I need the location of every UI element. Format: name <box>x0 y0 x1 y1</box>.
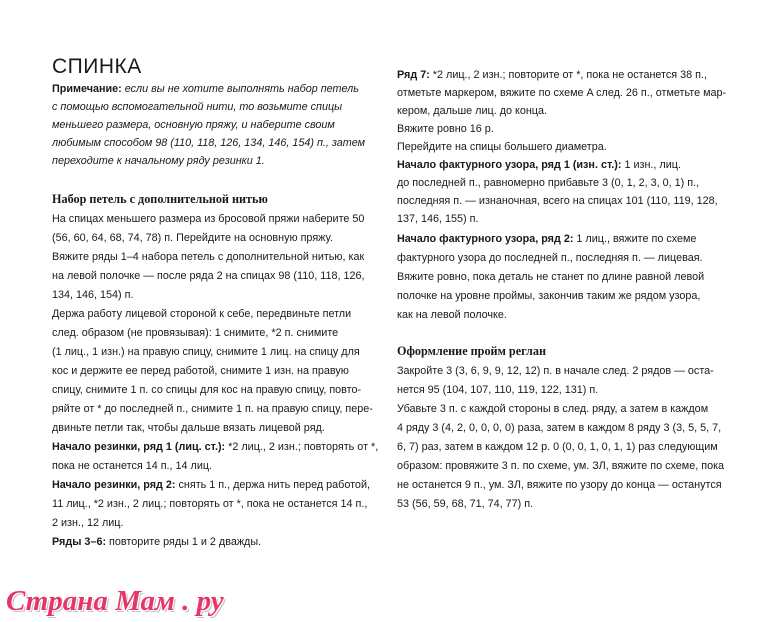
page-title: СПИНКА <box>52 55 142 78</box>
paragraph-line: нется 95 (104, 107, 110, 119, 122, 131) п. <box>397 384 599 396</box>
paragraph-line: 4 ряду 3 (4, 2, 0, 0, 0, 0) раза, затем в каждом 8 ряду 3 (3, 5, 5, 7, <box>397 422 722 434</box>
paragraph-line: двиньте петли так, чтобы дальше вязать лицевой ряд. <box>52 422 325 434</box>
texture-row2-line: Начало фактурного узора, ряд 2: 1 лиц., вяжите по схеме <box>397 233 697 245</box>
paragraph-line: на левой полочке — после ряда 2 на спицах 98 (110, 118, 126, <box>52 270 365 282</box>
paragraph-line: ряйте от * до последней п., снимите 1 п. на правую спицу, пере- <box>52 403 373 415</box>
paragraph-line: 2 изн., 12 лиц. <box>52 517 124 529</box>
section-heading-cast-on: Набор петель с дополнительной нитью <box>52 192 268 206</box>
paragraph-line: Перейдите на спицы большего диаметра. <box>397 141 607 153</box>
rows-3-6-label: Ряды 3–6: <box>52 536 107 548</box>
paragraph-line: Закройте 3 (3, 6, 9, 9, 12, 12) п. в начале след. 2 рядов — оста- <box>397 365 714 377</box>
note-line: меньшего размера, основную пряжу, и наберите своим <box>52 119 335 131</box>
rib-row2-line: Начало резинки, ряд 2: снять 1 п., держа нить перед работой, <box>52 479 370 491</box>
paragraph-line: Вяжите ряды 1–4 набора петель с дополнительной нитью, как <box>52 251 365 263</box>
section-heading-raglan: Оформление пройм реглан <box>397 344 546 358</box>
paragraph-line: (56, 60, 64, 68, 74, 78) п. Перейдите на основную пряжу. <box>52 232 333 244</box>
texture-row1-line: Начало фактурного узора, ряд 1 (изн. ст.): 1 изн., лиц. <box>397 159 681 171</box>
paragraph-line: кером, дальше лиц. до конца. <box>397 105 547 117</box>
paragraph-line: образом: провяжите 3 п. по схеме, ум. ЗЛ, вяжите по схеме, пока <box>397 460 725 472</box>
paragraph-line: последняя п. — изнаночная, всего на спицах 101 (110, 119, 128, <box>397 195 718 207</box>
texture-row2-label: Начало фактурного узора, ряд 2: <box>397 233 574 245</box>
site-watermark: Страна Мам . ру <box>6 585 224 617</box>
note-label: Примечание: <box>52 83 122 95</box>
paragraph-line: спицу, снимите 1 п. со спицы для кос на правую спицу, повто- <box>52 384 362 396</box>
paragraph-line: кос и держите ее перед работой, снимите 1 изн. на правую <box>52 365 349 377</box>
note-line: Примечание: если вы не хотите выполнять набор петель <box>52 83 359 95</box>
paragraph-line: 53 (56, 59, 68, 71, 74, 77) п. <box>397 498 534 510</box>
paragraph-line: Вяжите ровно 16 р. <box>397 123 494 135</box>
rib-row1-line: Начало резинки, ряд 1 (лиц. ст.): *2 лиц., 2 изн.; повторять от *, <box>52 441 379 453</box>
note-line: любимым способом 98 (110, 118, 126, 134, 146, 154) п., затем <box>52 137 366 149</box>
paragraph-line: 6, 7) раз, затем в каждом 12 р. 0 (0, 0, 1, 0, 1, 1) раз следующим <box>397 441 718 453</box>
paragraph-line: 11 лиц., *2 изн., 2 лиц.; повторять от *, пока не останется 14 п., <box>52 498 368 510</box>
paragraph-line: как на левой полочке. <box>397 309 507 321</box>
row7-label: Ряд 7: <box>397 69 430 81</box>
paragraph-line: отметьте маркером, вяжите по схеме A след. 26 п., отметьте мар- <box>397 87 727 99</box>
texture-row1-label: Начало фактурного узора, ряд 1 (изн. ст.): <box>397 159 622 171</box>
paragraph-line: На спицах меньшего размера из бросовой пряжи наберите 50 <box>52 213 365 225</box>
rows-3-6-line: Ряды 3–6: повторите ряды 1 и 2 дважды. <box>52 536 262 548</box>
row7-line: Ряд 7: *2 лиц., 2 изн.; повторите от *, пока не останется 38 п., <box>397 69 707 81</box>
paragraph-line: 134, 146, 154) п. <box>52 289 134 301</box>
paragraph-line: фактурного узора до последней п., последняя п. — лицевая. <box>397 252 703 264</box>
paragraph-line: Убавьте 3 п. с каждой стороны в след. ряду, а затем в каждом <box>397 403 709 415</box>
rib-row2-label: Начало резинки, ряд 2: <box>52 479 176 491</box>
paragraph-line: полочке на уровне проймы, закончив таким же рядом узора, <box>397 290 701 302</box>
paragraph-line: пока не останется 14 п., 14 лиц. <box>52 460 213 472</box>
paragraph-line: Держа работу лицевой стороной к себе, передвиньте петли <box>52 308 352 320</box>
paragraph-line: (1 лиц., 1 изн.) на правую спицу, снимите 1 лиц. на спицу для <box>52 346 360 358</box>
rib-row1-label: Начало резинки, ряд 1 (лиц. ст.): <box>52 441 226 453</box>
note-line: с помощью вспомогательной нити, то возьмите спицы <box>52 101 343 113</box>
paragraph-line: Вяжите ровно, пока деталь не станет по длине равной левой <box>397 271 705 283</box>
note-line: переходите к начальному ряду резинки 1. <box>52 155 265 167</box>
paragraph-line: 137, 146, 155) п. <box>397 213 479 225</box>
paragraph-line: до последней п., равномерно прибавьте 3 (0, 1, 2, 3, 0, 1) п., <box>397 177 700 189</box>
paragraph-line: не останется 9 п., ум. ЗЛ, вяжите по узору до конца — останутся <box>397 479 722 491</box>
paragraph-line: след. образом (не провязывая): 1 снимите, *2 п. снимите <box>52 327 339 339</box>
